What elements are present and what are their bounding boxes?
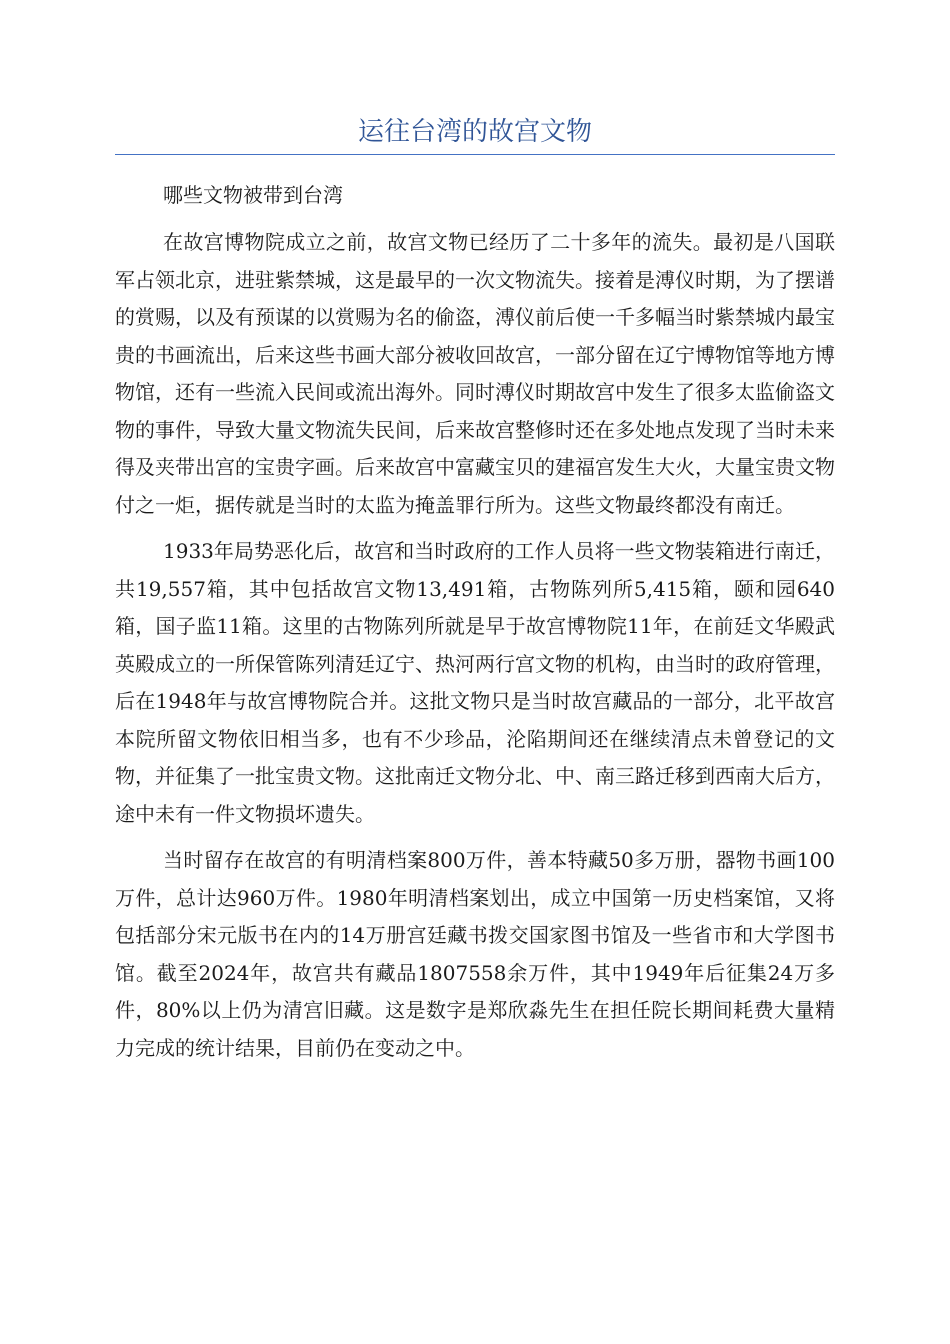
document-body [115,112,835,1076]
paragraph-2: 1933年局势恶化后，故宫和当时政府的工作人员将一些文物装箱进行南迁，共19,557箱，其中包括故宫文物13,491箱，古物陈列所5,415箱，颐和园640箱，国子监11箱。这里的古物陈列所就是早于故宫博物院11年，在前廷文华殿武英殿成立的一所保管陈列清廷辽宁、热河两行宫文物的机构，由当时的政府管理，后在1948年与故宫博物院合并。这批文物只是当时故宫藏品的一部分，北平故宫本院所留文物依旧相当多，也有不少珍品，沦陷期间还在继续清点未曾登记的文物，并征集了一批宝贵文物。这批南迁文物分北、中、南三路迁移到西南大后方，途中未有一件文物损坏遗失。 [115,539,835,826]
section-heading: 哪些文物被带到台湾 [163,183,343,207]
title-underline [115,154,835,155]
paragraph-1: 在故宫博物院成立之前，故宫文物已经历了二十多年的流失。最初是八国联军占领北京，进驻紫禁城，这是最早的一次文物流失。接着是溥仪时期，为了摆谱的赏赐，以及有预谋的以赏赐为名的偷盗，溥仪前后使一千多幅当时紫禁城内最宝贵的书画流出，后来这些书画大部分被收回故宫，一部分留在辽宁博物馆等地方博物馆，还有一些流入民间或流出海外。同时溥仪时期故宫中发生了很多太监偷盗文物的事件，导致大量文物流失民间，后来故宫整修时还在多处地点发现了当时未来得及夹带出宫的宝贵字画。后来故宫中富藏宝贝的建福宫发生大火，大量宝贵文物付之一炬，据传就是当时的太监为掩盖罪行所为。这些文物最终都没有南迁。 [115,230,835,517]
document-title: 运往台湾的故宫文物 [357,117,592,147]
paragraph-3: 当时留存在故宫的有明清档案800万件，善本特藏50多万册，器物书画100万件，总计达960万件。1980年明清档案划出，成立中国第一历史档案馆，又将包括部分宋元版书在内的14万册宫廷藏书拨交国家图书馆及一些省市和大学图书馆。截至2024年，故宫共有藏品1807558余万件，其中1949年后征集24万多件，80%以上仍为清宫旧藏。这是数字是郑欣淼先生在担任院长期间耗费大量精力完成的统计结果，目前仍在变动之中。 [115,848,835,1060]
